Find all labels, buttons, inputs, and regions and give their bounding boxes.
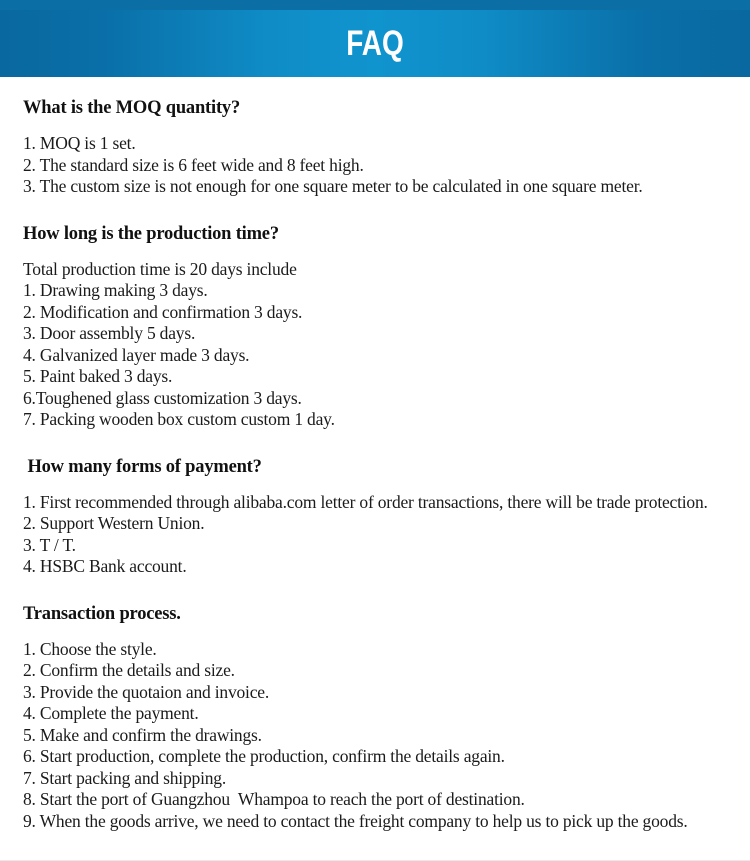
faq-content (0, 77, 750, 832)
faq-line: 7. Packing wooden box custom custom 1 day. (23, 409, 335, 429)
faq-line: 1. First recommended through alibaba.com letter of order transactions, there will be trade protection. (23, 491, 708, 512)
faq-line: 3. The custom size is not enough for one square meter to be calculated in one square meter. (23, 176, 643, 196)
faq-line: 6. Start production, complete the production, confirm the details again. (23, 746, 505, 766)
faq-line: 2. Support Western Union. (23, 513, 205, 533)
faq-section (23, 457, 728, 578)
faq-line: 4. Complete the payment. (23, 703, 199, 723)
faq-line: 3. T / T. (23, 534, 76, 555)
faq-line: 5. Paint baked 3 days. (23, 366, 173, 386)
faq-line: 2. Modification and confirmation 3 days. (23, 301, 303, 322)
faq-line: Total production time is 20 days include (23, 258, 297, 279)
faq-answers (23, 492, 728, 578)
page-title: FAQ (346, 23, 404, 63)
faq-line: 4. HSBC Bank account. (23, 556, 187, 576)
faq-line: 3. Provide the quotaion and invoice. (23, 681, 270, 702)
faq-answers (23, 259, 728, 431)
faq-sections (23, 98, 728, 832)
faq-question: How long is the production time? (23, 223, 279, 244)
faq-line: 5. Make and confirm the drawings. (23, 724, 262, 745)
faq-line: 4. Galvanized layer made 3 days. (23, 344, 250, 365)
faq-line: 1. Choose the style. (23, 638, 157, 659)
faq-answers (23, 133, 728, 198)
faq-line: 1. Drawing making 3 days. (23, 280, 208, 300)
faq-section (23, 604, 728, 833)
faq-line: 2. Confirm the details and size. (23, 660, 235, 680)
faq-line: 9. When the goods arrive, we need to contact the freight company to help us to pick up the goods. (23, 810, 688, 831)
faq-line: 2. The standard size is 6 feet wide and 8 feet high. (23, 154, 364, 175)
faq-line: 8. Start the port of Guangzhou Whampoa to reach the port of destination. (23, 789, 525, 809)
faq-section (23, 224, 728, 431)
faq-line: 6.Toughened glass customization 3 days. (23, 387, 302, 408)
faq-answers (23, 639, 728, 833)
faq-banner (0, 0, 750, 77)
faq-section (23, 98, 728, 198)
faq-line: 3. Door assembly 5 days. (23, 323, 196, 343)
faq-line: 7. Start packing and shipping. (23, 767, 227, 788)
faq-line: 1. MOQ is 1 set. (23, 133, 136, 153)
faq-question: Transaction process. (23, 603, 181, 624)
faq-question: What is the MOQ quantity? (23, 98, 241, 118)
faq-question: How many forms of payment? (23, 456, 262, 477)
